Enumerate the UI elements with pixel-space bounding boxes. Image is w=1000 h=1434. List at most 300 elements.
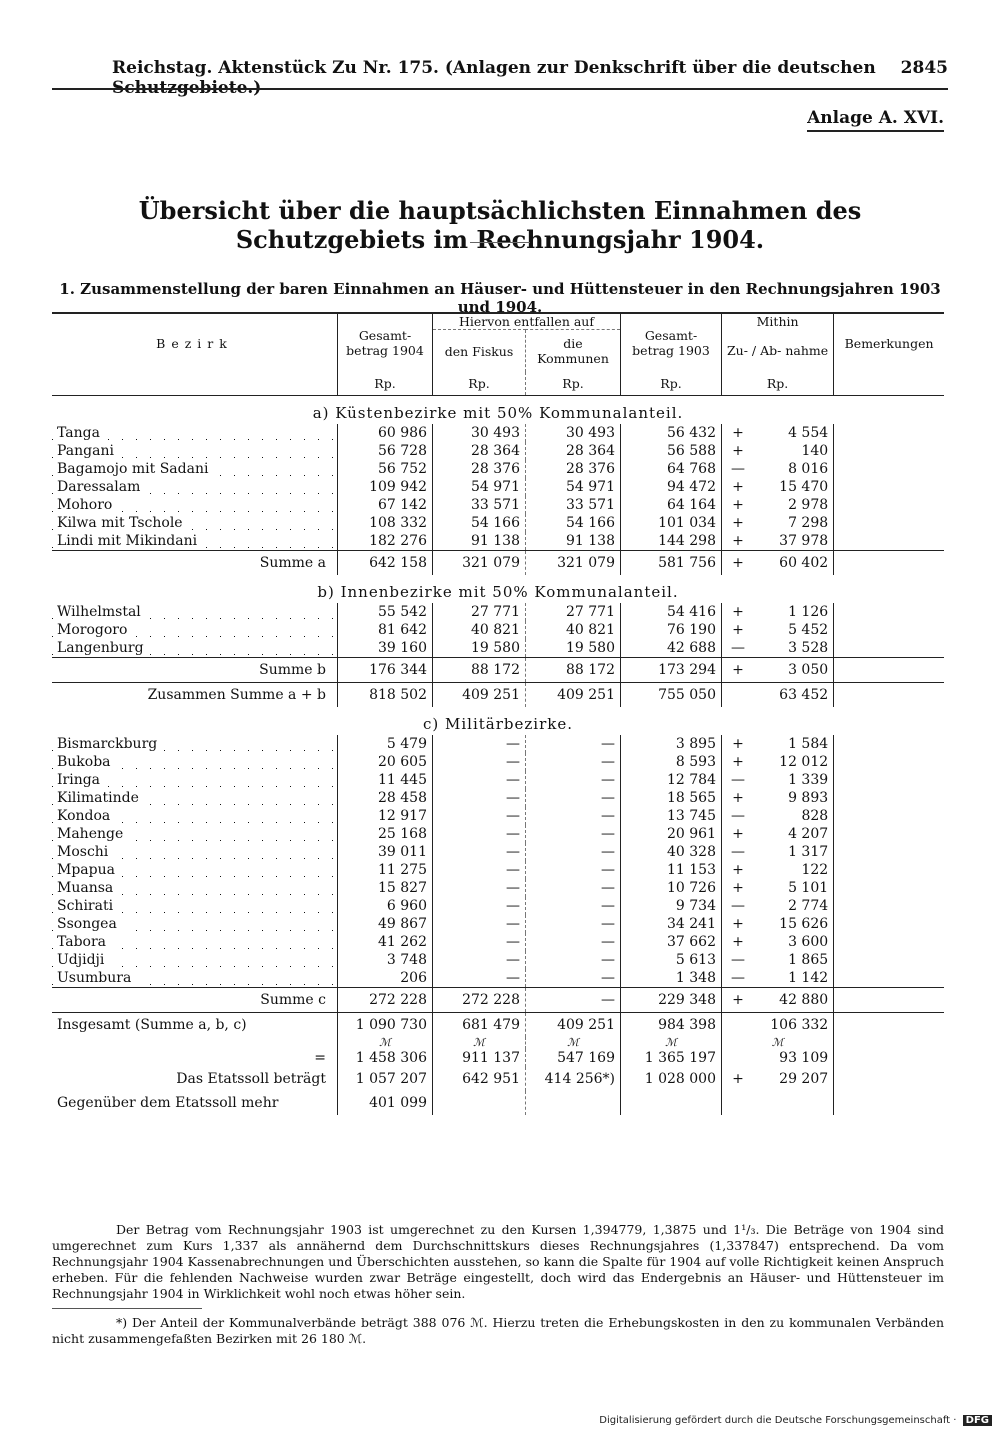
gesamt-1903: 5 613 <box>621 951 722 969</box>
district-name: Das Etatssoll beträgt <box>176 1071 332 1087</box>
change-sign: + <box>732 992 744 1008</box>
fiskus-share: 27 771 <box>433 603 526 621</box>
zu-abnahme <box>722 988 834 1013</box>
gesamt-1904: 81 642 <box>338 621 433 639</box>
gesamt-1904: 401 099 <box>338 1091 433 1115</box>
district-row <box>52 789 944 807</box>
bemerkungen-cell <box>834 424 944 442</box>
district-row <box>52 735 944 753</box>
fiskus-share: 272 228 <box>433 988 526 1013</box>
mark-unit: ℳ <box>722 1037 834 1049</box>
gesamt-1904: 28 458 <box>338 789 433 807</box>
district-name-cell <box>52 442 338 460</box>
bemerkungen-cell <box>834 879 944 897</box>
mark-total-row <box>52 1049 944 1067</box>
change-value: 5 101 <box>788 880 829 896</box>
kommunen-share: — <box>526 771 621 789</box>
bemerkungen-cell <box>834 789 944 807</box>
gesamt-1904: 642 158 <box>338 551 433 576</box>
zu-abnahme <box>722 532 834 551</box>
change-sign: + <box>732 862 744 878</box>
kommunen-share: — <box>526 951 621 969</box>
section-title: b) Innenbezirke mit 50% Kommunalanteil. <box>317 583 679 601</box>
gesamt-1903: 3 895 <box>621 735 722 753</box>
etatssoll-row <box>52 1067 944 1091</box>
bemerkungen-cell <box>834 897 944 915</box>
district-name-cell <box>52 683 338 708</box>
change-value: 12 012 <box>779 754 829 770</box>
table-header-row <box>52 313 944 330</box>
gesamt-1903: 12 784 <box>621 771 722 789</box>
gesamt-1904: 272 228 <box>338 988 433 1013</box>
gesamt-1904: 12 917 <box>338 807 433 825</box>
gesamt-1903: 8 593 <box>621 753 722 771</box>
district-name-cell <box>52 658 338 683</box>
zu-abnahme <box>722 683 834 708</box>
zu-abnahme <box>722 639 834 658</box>
change-value: 2 774 <box>788 898 829 914</box>
district-name: Summe c <box>260 992 332 1008</box>
change-sign: + <box>732 622 744 638</box>
zu-abnahme <box>722 1091 834 1115</box>
district-name-cell <box>52 603 338 621</box>
kommunen-share: 19 580 <box>526 639 621 658</box>
district-row <box>52 424 944 442</box>
sum-row <box>52 551 944 576</box>
note-kommunalanteil: *) Der Anteil der Kommunalverbände beträgt 388 076 ℳ. Hierzu treten die Erhebungskosten in den zu kommunalen Verbänden nicht zusammengefaßten Bezirken mit 26 180 ℳ. <box>52 1315 944 1346</box>
kommunen-share: 28 364 <box>526 442 621 460</box>
change-value: 8 016 <box>788 461 829 477</box>
col-hiervon: Hiervon entfallen auf <box>433 313 621 330</box>
blank <box>834 1037 944 1049</box>
kommunen-share <box>526 1091 621 1115</box>
fiskus-share: 54 166 <box>433 514 526 532</box>
district-name-cell <box>52 915 338 933</box>
mehr-row <box>52 1091 944 1115</box>
gesamt-1903: 94 472 <box>621 478 722 496</box>
district-name-cell <box>52 969 338 988</box>
zu-abnahme <box>722 442 834 460</box>
change-sign: + <box>732 515 744 531</box>
unit-row <box>52 372 944 396</box>
kommunen-share: — <box>526 933 621 951</box>
district-name: Summe a <box>260 555 332 571</box>
gesamt-1904: 6 960 <box>338 897 433 915</box>
tax-table <box>52 312 944 1115</box>
district-row <box>52 897 944 915</box>
kommunen-share: — <box>526 825 621 843</box>
district-name-cell <box>52 897 338 915</box>
district-name-cell <box>52 639 338 658</box>
district-row <box>52 807 944 825</box>
district-name-cell <box>52 478 338 496</box>
digitization-credit <box>599 1415 992 1426</box>
gesamt-1904: 25 168 <box>338 825 433 843</box>
fiskus-share: 642 951 <box>433 1067 526 1091</box>
gesamt-1904: 109 942 <box>338 478 433 496</box>
fiskus-share: — <box>433 861 526 879</box>
fiskus-share: — <box>433 879 526 897</box>
gesamt-1903: 40 328 <box>621 843 722 861</box>
gesamt-1904: 1 090 730 <box>338 1013 433 1038</box>
bemerkungen-cell <box>834 496 944 514</box>
district-row <box>52 603 944 621</box>
col-bemerkungen: Bemerkungen <box>834 313 944 372</box>
district-name-cell <box>52 933 338 951</box>
gesamt-1903: 64 768 <box>621 460 722 478</box>
zu-abnahme <box>722 915 834 933</box>
bemerkungen-cell <box>834 1067 944 1091</box>
gesamt-1904: 56 752 <box>338 460 433 478</box>
district-name-cell <box>52 424 338 442</box>
district-name: Wilhelmstal <box>57 604 147 620</box>
section-heading <box>52 396 944 425</box>
kommunen-share: 409 251 <box>526 1013 621 1038</box>
change-sign: + <box>732 790 744 806</box>
fiskus-share: 40 821 <box>433 621 526 639</box>
fiskus-share: 30 493 <box>433 424 526 442</box>
bemerkungen-cell <box>834 658 944 683</box>
zu-abnahme <box>722 514 834 532</box>
change-value: 3 050 <box>788 662 829 678</box>
gesamt-1903: 37 662 <box>621 933 722 951</box>
district-row <box>52 879 944 897</box>
district-row <box>52 532 944 551</box>
unit-rp: Rp. <box>526 372 621 396</box>
kommunen-share: — <box>526 915 621 933</box>
kommunen-share: — <box>526 969 621 988</box>
district-row <box>52 639 944 658</box>
district-name-cell <box>52 460 338 478</box>
col-mithin: Mithin <box>722 313 834 330</box>
change-sign: + <box>732 916 744 932</box>
fiskus-share: 681 479 <box>433 1013 526 1038</box>
zu-abnahme <box>722 551 834 576</box>
fiskus-share: 321 079 <box>433 551 526 576</box>
page-number: 2845 <box>900 58 948 78</box>
kommunen-share: — <box>526 879 621 897</box>
gesamt-1903: 984 398 <box>621 1013 722 1038</box>
change-value: 15 470 <box>779 479 829 495</box>
district-name: Kilimatinde <box>57 790 145 806</box>
district-row <box>52 861 944 879</box>
change-value: 3 528 <box>788 640 829 656</box>
district-row <box>52 771 944 789</box>
running-head: Reichstag. Aktenstück Zu Nr. 175. (Anlagen zur Denkschrift über die deutschen Schutzgebiete.) <box>112 58 876 98</box>
district-row <box>52 621 944 639</box>
gesamt-1903 <box>621 1091 722 1115</box>
kommunen-share: 30 493 <box>526 424 621 442</box>
fiskus-share: 28 364 <box>433 442 526 460</box>
kommunen-share: 40 821 <box>526 621 621 639</box>
change-value: 2 978 <box>788 497 829 513</box>
fiskus-share: — <box>433 789 526 807</box>
bemerkungen-cell <box>834 843 944 861</box>
district-name-cell <box>52 951 338 969</box>
change-sign: — <box>731 970 745 986</box>
fiskus-share: 54 971 <box>433 478 526 496</box>
note-conversion: Der Betrag vom Rechnungsjahr 1903 ist umgerechnet zu den Kursen 1,394779, 1,3875 und 1¹/₃. Die Beträge von 1904 sind umgerechnet zum Kurs 1,337 als annähernd dem Durchschnittskurs dieses Rechnungsjahres (1,337847) entsprechend. Da vom Rechnungsjahr 1904 Kassenabrechnungen und Überschichten ausstehen, so kann die Spalte für 1904 auf volle Richtigkeit keinen Anspruch erheben. Für die fehlenden Nachweise wurden zwar Beträge eingestellt, doch wird das Endergebnis an Häuser- und Hüttensteuer im Rechnungsjahr 1904 in Wirklichkeit wohl noch etwas höher sein. <box>52 1222 944 1301</box>
zu-abnahme <box>722 897 834 915</box>
district-name: Bismarckburg <box>57 736 163 752</box>
gesamt-1904: 49 867 <box>338 915 433 933</box>
district-row <box>52 460 944 478</box>
gesamt-1903: 54 416 <box>621 603 722 621</box>
gesamt-1904: 60 986 <box>338 424 433 442</box>
district-name: Insgesamt (Summe a, b, c) <box>57 1017 253 1033</box>
change-sign: + <box>732 934 744 950</box>
zu-abnahme <box>722 861 834 879</box>
change-value: 1 126 <box>788 604 829 620</box>
gesamt-1904: 1 458 306 <box>338 1049 433 1067</box>
bemerkungen-cell <box>834 551 944 576</box>
col-zuabnahme <box>722 330 834 373</box>
district-row <box>52 478 944 496</box>
zu-abnahme <box>722 843 834 861</box>
fiskus-share <box>433 1091 526 1115</box>
gesamt-1903: 13 745 <box>621 807 722 825</box>
district-name-cell <box>52 771 338 789</box>
bemerkungen-cell <box>834 442 944 460</box>
kommunen-share: — <box>526 843 621 861</box>
gesamt-1903: 18 565 <box>621 789 722 807</box>
district-name: Iringa <box>57 772 106 788</box>
district-name-cell <box>52 988 338 1013</box>
district-name-cell <box>52 514 338 532</box>
gesamt-1904: 39 160 <box>338 639 433 658</box>
zu-abnahme <box>722 825 834 843</box>
zu-abnahme <box>722 621 834 639</box>
table-subtitle: 1. Zusammenstellung der baren Einnahmen an Häuser- und Hüttensteuer in den Rechnungsjahren 1903 und 1904. <box>59 280 941 316</box>
change-sign: + <box>732 1071 744 1087</box>
change-value: 122 <box>801 862 829 878</box>
change-sign: + <box>732 826 744 842</box>
gesamt-1903: 581 756 <box>621 551 722 576</box>
zu-abnahme <box>722 496 834 514</box>
bemerkungen-cell <box>834 514 944 532</box>
district-name-cell <box>52 825 338 843</box>
change-value: 3 600 <box>788 934 829 950</box>
district-name-cell <box>52 1049 338 1067</box>
change-sign: — <box>731 772 745 788</box>
district-row <box>52 843 944 861</box>
gesamt-1904: 818 502 <box>338 683 433 708</box>
kommunen-share: — <box>526 988 621 1013</box>
change-value: 37 978 <box>779 533 829 549</box>
change-value: 9 893 <box>788 790 829 806</box>
district-name: Pangani <box>57 443 120 459</box>
bemerkungen-cell <box>834 771 944 789</box>
district-name: Summe b <box>259 662 332 678</box>
page-header <box>112 58 948 98</box>
page-title: Übersicht über die hauptsächlichsten Einnahmen des Schutzgebiets im Rechnungsjahr 1904. <box>138 196 862 254</box>
zu-abnahme <box>722 753 834 771</box>
district-name-cell <box>52 879 338 897</box>
gesamt-1904: 55 542 <box>338 603 433 621</box>
gesamt-1903: 9 734 <box>621 897 722 915</box>
change-value: 60 402 <box>779 555 829 571</box>
district-name: Tanga <box>57 425 106 441</box>
dfg-logo: DFG <box>963 1415 992 1426</box>
fiskus-share: — <box>433 735 526 753</box>
fiskus-share: — <box>433 843 526 861</box>
gesamt-1903: 56 588 <box>621 442 722 460</box>
section-heading <box>52 575 944 603</box>
gesamt-1904: 39 011 <box>338 843 433 861</box>
district-name-cell <box>52 789 338 807</box>
fiskus-share: — <box>433 897 526 915</box>
change-value: 1 142 <box>788 970 829 986</box>
gesamt-1903: 10 726 <box>621 879 722 897</box>
gesamt-1903: 56 432 <box>621 424 722 442</box>
bemerkungen-cell <box>834 683 944 708</box>
unit-rp: Rp. <box>433 372 526 396</box>
bemerkungen-cell <box>834 603 944 621</box>
kommunen-share: 91 138 <box>526 532 621 551</box>
change-value: 1 865 <box>788 952 829 968</box>
change-value: 4 554 <box>788 425 829 441</box>
gesamt-1904: 182 276 <box>338 532 433 551</box>
bemerkungen-cell <box>834 1013 944 1038</box>
gesamt-1903: 11 153 <box>621 861 722 879</box>
district-name: Udjidji <box>57 952 110 968</box>
bemerkungen-cell <box>834 460 944 478</box>
fiskus-share: — <box>433 771 526 789</box>
zu-abnahme <box>722 933 834 951</box>
gesamt-1903: 20 961 <box>621 825 722 843</box>
bemerkungen-cell <box>834 825 944 843</box>
footnotes <box>52 1222 944 1347</box>
kommunen-share: — <box>526 735 621 753</box>
change-sign: + <box>732 555 744 571</box>
change-value: 106 332 <box>770 1017 829 1033</box>
gesamt-1904: 56 728 <box>338 442 433 460</box>
district-name: Mahenge <box>57 826 129 842</box>
district-name: Tabora <box>57 934 112 950</box>
zu-abnahme <box>722 658 834 683</box>
zu-abnahme <box>722 460 834 478</box>
gesamt-1904: 5 479 <box>338 735 433 753</box>
district-name-cell <box>52 1091 338 1115</box>
gesamt-1903: 64 164 <box>621 496 722 514</box>
section-title: c) Militärbezirke. <box>423 715 573 733</box>
change-sign: + <box>732 736 744 752</box>
bemerkungen-cell <box>834 478 944 496</box>
district-row <box>52 969 944 988</box>
change-value: 1 339 <box>788 772 829 788</box>
gesamt-1903: 173 294 <box>621 658 722 683</box>
change-sign: + <box>732 479 744 495</box>
zu-abnahme <box>722 969 834 988</box>
unit-rp: Rp. <box>722 372 834 396</box>
zu-abnahme <box>722 424 834 442</box>
zu-abnahme <box>722 1067 834 1091</box>
change-value: 1 584 <box>788 736 829 752</box>
district-name-cell <box>52 735 338 753</box>
credit-text: Digitalisierung gefördert durch die Deutsche Forschungsgemeinschaft · <box>599 1415 957 1426</box>
kommunen-share: 547 169 <box>526 1049 621 1067</box>
kommunen-share: 28 376 <box>526 460 621 478</box>
gesamt-1903: 101 034 <box>621 514 722 532</box>
bemerkungen-cell <box>834 969 944 988</box>
fiskus-share: 19 580 <box>433 639 526 658</box>
district-row <box>52 933 944 951</box>
col-nahme: nahme <box>785 343 829 359</box>
zu-abnahme <box>722 771 834 789</box>
kommunen-share: — <box>526 753 621 771</box>
change-value: 140 <box>801 443 829 459</box>
gesamt-1904: 3 748 <box>338 951 433 969</box>
district-name: Daressalam <box>57 479 146 495</box>
bemerkungen-cell <box>834 532 944 551</box>
zu-abnahme <box>722 807 834 825</box>
gesamt-1904: 15 827 <box>338 879 433 897</box>
fiskus-share: 33 571 <box>433 496 526 514</box>
kommunen-share: 414 256*) <box>526 1067 621 1091</box>
district-name: Gegenüber dem Etatssoll mehr <box>57 1095 284 1111</box>
total-row <box>52 683 944 708</box>
fiskus-share: — <box>433 969 526 988</box>
section-title: a) Küstenbezirke mit 50% Kommunalanteil. <box>312 404 684 422</box>
district-row <box>52 753 944 771</box>
district-row <box>52 951 944 969</box>
kommunen-share: — <box>526 861 621 879</box>
grand-total-row <box>52 1013 944 1038</box>
district-name: Schirati <box>57 898 119 914</box>
change-value: 42 880 <box>779 992 829 1008</box>
district-row <box>52 514 944 532</box>
district-name: = <box>314 1050 332 1066</box>
gesamt-1904: 41 262 <box>338 933 433 951</box>
gesamt-1904: 11 445 <box>338 771 433 789</box>
change-sign: + <box>732 604 744 620</box>
bemerkungen-cell <box>834 1091 944 1115</box>
fiskus-share: — <box>433 825 526 843</box>
district-name: Muansa <box>57 880 119 896</box>
district-name: Kondoa <box>57 808 116 824</box>
zu-abnahme <box>722 951 834 969</box>
district-name-cell <box>52 551 338 576</box>
col-bezirk: Bezirk <box>52 313 338 372</box>
kommunen-share: 54 166 <box>526 514 621 532</box>
change-value: 93 109 <box>779 1050 829 1066</box>
sum-row <box>52 658 944 683</box>
bemerkungen-cell <box>834 621 944 639</box>
kommunen-share: — <box>526 807 621 825</box>
zu-abnahme <box>722 603 834 621</box>
gesamt-1904: 1 057 207 <box>338 1067 433 1091</box>
district-name: Moschi <box>57 844 114 860</box>
fiskus-share: — <box>433 951 526 969</box>
zu-abnahme <box>722 735 834 753</box>
change-sign: + <box>732 662 744 678</box>
bemerkungen-cell <box>834 861 944 879</box>
district-name-cell <box>52 1067 338 1091</box>
change-value: 29 207 <box>779 1071 829 1087</box>
bemerkungen-cell <box>834 753 944 771</box>
change-sign: + <box>732 533 744 549</box>
change-sign: + <box>732 880 744 896</box>
unit-rp: Rp. <box>338 372 433 396</box>
kommunen-share: 409 251 <box>526 683 621 708</box>
col-fiskus: den Fiskus <box>433 330 526 373</box>
kommunen-share: — <box>526 789 621 807</box>
mark-unit-row <box>52 1037 944 1049</box>
change-value: 63 452 <box>779 687 829 703</box>
footnote-rule <box>52 1308 202 1309</box>
gesamt-1904: 206 <box>338 969 433 988</box>
anlage-label: Anlage A. XVI. <box>807 108 944 132</box>
